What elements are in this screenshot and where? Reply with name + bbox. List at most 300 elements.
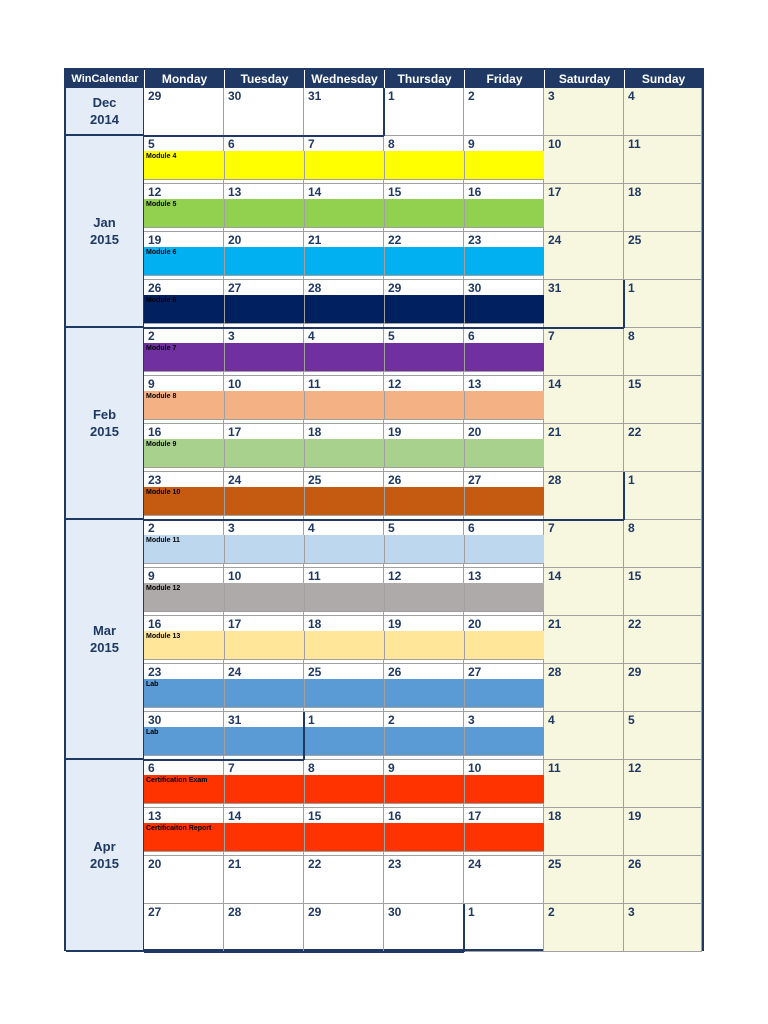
month-name: Dec [92,95,117,110]
event-divider [224,679,225,707]
day-number: 25 [548,857,562,871]
weekday-header-tuesday: Tuesday [224,70,304,88]
event-band[interactable] [144,439,544,468]
day-cell[interactable] [544,136,624,184]
event-divider [224,631,225,659]
month-boundary-line [623,472,625,520]
day-cell[interactable] [544,616,624,664]
day-number: 30 [228,89,242,103]
day-number: 31 [548,281,562,295]
day-number: 27 [468,665,482,679]
day-number: 11 [548,761,561,775]
day-number: 19 [388,617,402,631]
event-divider [464,247,465,275]
day-number: 3 [468,713,475,727]
day-number: 21 [548,425,562,439]
day-number: 24 [228,473,242,487]
day-number: 7 [548,329,555,343]
event-label: Module 11 [146,537,180,544]
day-number: 20 [468,617,482,631]
day-number: 30 [468,281,482,295]
day-number: 2 [148,521,155,535]
month-boundary-line [144,951,464,953]
day-number: 16 [468,185,482,199]
event-label: Certification Exam [146,777,208,784]
event-label: Module 9 [146,441,177,448]
day-cell[interactable] [544,184,624,232]
day-number: 21 [548,617,562,631]
day-number: 14 [548,377,562,391]
event-divider [224,727,225,755]
month-label [66,88,144,136]
event-divider [464,727,465,755]
event-divider [464,487,465,515]
event-label: Module 10 [146,489,181,496]
day-cell[interactable] [624,472,702,520]
day-number: 17 [468,809,482,823]
day-number: 18 [548,809,562,823]
day-number: 30 [148,713,162,727]
day-number: 6 [148,761,155,775]
weekday-header-thursday: Thursday [384,70,464,88]
day-cell[interactable] [624,376,702,424]
day-number: 14 [308,185,322,199]
month-boundary-line [623,280,625,328]
day-number: 5 [388,521,395,535]
day-number: 12 [628,761,642,775]
day-number: 25 [628,233,642,247]
day-number: 29 [628,665,642,679]
day-number: 2 [148,329,155,343]
event-divider [304,535,305,563]
event-band[interactable] [144,295,544,324]
event-divider [224,151,225,179]
day-number: 12 [148,185,162,199]
day-cell[interactable] [304,88,384,136]
month-name: Jan [93,215,116,230]
day-number: 25 [308,473,322,487]
day-number: 25 [308,665,322,679]
month-label [66,328,144,520]
event-band[interactable] [144,679,544,708]
day-cell[interactable] [544,424,624,472]
event-divider [384,343,385,371]
day-cell[interactable] [384,904,464,952]
event-label: Module 5 [146,201,177,208]
day-number: 10 [228,569,242,583]
day-cell[interactable] [624,856,702,904]
event-divider [384,679,385,707]
day-number: 9 [388,761,395,775]
day-number: 27 [228,281,242,295]
event-divider [464,199,465,227]
day-cell[interactable] [304,856,384,904]
day-number: 2 [388,713,395,727]
day-number: 10 [228,377,242,391]
day-number: 29 [388,281,402,295]
day-number: 23 [388,857,402,871]
day-number: 6 [468,329,475,343]
event-divider [464,679,465,707]
day-cell[interactable] [624,616,702,664]
day-number: 26 [388,473,402,487]
day-number: 13 [468,377,482,391]
day-number: 6 [468,521,475,535]
day-cell[interactable] [544,520,624,568]
day-cell[interactable] [384,88,464,136]
event-divider [384,295,385,323]
month-year: 2015 [90,640,119,655]
day-number: 18 [628,185,642,199]
event-label: Certificaiton Report [146,825,212,832]
day-number: 28 [548,665,562,679]
day-number: 23 [148,473,162,487]
day-cell[interactable] [224,904,304,952]
day-cell[interactable] [624,760,702,808]
month-year: 2015 [90,424,119,439]
day-number: 3 [228,329,235,343]
day-cell[interactable] [624,664,702,712]
event-label: Module 8 [146,393,177,400]
event-divider [224,391,225,419]
month-year: 2015 [90,232,119,247]
day-cell[interactable] [144,904,224,952]
event-divider [304,439,305,467]
day-number: 8 [388,137,395,151]
event-label: Module 4 [146,153,177,160]
event-band[interactable] [144,631,544,660]
day-number: 3 [548,89,555,103]
event-divider [384,439,385,467]
day-cell[interactable] [624,136,702,184]
day-cell[interactable] [544,88,624,136]
month-year: 2015 [90,856,119,871]
day-number: 21 [308,233,322,247]
day-number: 19 [388,425,402,439]
event-band[interactable] [144,247,544,276]
event-band[interactable] [144,487,544,516]
event-divider [384,247,385,275]
event-divider [304,151,305,179]
calendar-grid [64,68,704,951]
day-cell[interactable] [544,568,624,616]
day-number: 8 [628,521,635,535]
event-band[interactable] [144,391,544,420]
month-name: Apr [93,839,116,854]
day-number: 24 [228,665,242,679]
event-band[interactable] [144,151,544,180]
event-divider [384,151,385,179]
event-divider [464,391,465,419]
day-cell[interactable] [544,808,624,856]
event-divider [464,151,465,179]
event-divider [304,487,305,515]
event-divider [304,583,305,611]
event-band[interactable] [144,583,544,612]
event-divider [304,823,305,851]
event-divider [464,295,465,323]
event-divider [224,487,225,515]
day-number: 13 [148,809,162,823]
day-number: 15 [388,185,402,199]
event-divider [304,343,305,371]
event-divider [384,535,385,563]
day-number: 14 [548,569,562,583]
event-divider [464,535,465,563]
day-cell[interactable] [544,328,624,376]
day-cell[interactable] [224,856,304,904]
day-number: 28 [308,281,322,295]
weekday-header-friday: Friday [464,70,544,88]
day-cell[interactable] [624,904,702,952]
month-boundary-line [144,759,304,761]
day-number: 17 [548,185,562,199]
day-number: 30 [388,905,402,919]
month-label [66,760,144,952]
month-boundary-line [383,88,385,136]
day-number: 7 [308,137,315,151]
day-number: 4 [548,713,555,727]
day-number: 22 [308,857,322,871]
day-number: 20 [148,857,162,871]
day-cell[interactable] [624,232,702,280]
day-number: 13 [468,569,482,583]
day-cell[interactable] [544,232,624,280]
event-label: Module 13 [146,633,181,640]
event-divider [384,199,385,227]
month-boundary-line [144,327,624,329]
day-number: 23 [148,665,162,679]
day-number: 5 [148,137,155,151]
month-label [66,136,144,328]
event-divider [464,631,465,659]
event-label: Module 7 [146,345,177,352]
day-number: 1 [388,89,395,103]
day-number: 1 [308,713,315,727]
event-divider [224,439,225,467]
day-number: 11 [308,377,321,391]
event-divider [464,775,465,803]
event-divider [304,679,305,707]
event-label: Lab [146,681,159,688]
month-boundary-line [144,519,624,521]
month-label [66,520,144,760]
day-number: 18 [308,617,322,631]
event-divider [464,439,465,467]
day-number: 11 [308,569,321,583]
day-number: 12 [388,377,402,391]
day-cell[interactable] [624,184,702,232]
day-cell[interactable] [544,712,624,760]
day-number: 21 [228,857,242,871]
day-cell[interactable] [544,472,624,520]
day-number: 24 [468,857,482,871]
day-number: 7 [548,521,555,535]
event-divider [224,535,225,563]
event-label: Lab [146,729,159,736]
event-label: Module 6 [146,297,177,304]
event-band[interactable] [144,343,544,372]
day-number: 3 [628,905,635,919]
day-number: 10 [468,761,482,775]
day-cell[interactable] [464,88,544,136]
day-number: 17 [228,617,242,631]
day-number: 2 [548,905,555,919]
day-cell[interactable] [544,664,624,712]
day-number: 9 [148,377,155,391]
day-number: 23 [468,233,482,247]
event-divider [384,775,385,803]
day-number: 9 [148,569,155,583]
day-number: 5 [388,329,395,343]
day-cell[interactable] [544,904,624,952]
event-divider [464,823,465,851]
day-number: 15 [628,377,642,391]
weekday-header-saturday: Saturday [544,70,624,88]
day-number: 19 [628,809,642,823]
day-number: 17 [228,425,242,439]
event-divider [304,199,305,227]
event-divider [384,631,385,659]
day-number: 15 [308,809,322,823]
day-number: 8 [628,329,635,343]
weekday-header-sunday: Sunday [624,70,702,88]
weekday-header-wednesday: Wednesday [304,70,384,88]
month-boundary-line [463,904,465,952]
day-number: 20 [228,233,242,247]
event-divider [304,247,305,275]
day-cell[interactable] [624,328,702,376]
day-cell[interactable] [224,88,304,136]
event-divider [384,391,385,419]
event-band[interactable] [144,823,544,852]
day-number: 24 [548,233,562,247]
day-cell[interactable] [544,760,624,808]
month-name: Feb [92,407,117,422]
day-number: 5 [628,713,635,727]
month-name: Mar [92,623,117,638]
brand-label: WinCalendar [66,70,144,88]
event-divider [224,823,225,851]
day-cell[interactable] [624,280,702,328]
event-band[interactable] [144,535,544,564]
day-number: 20 [468,425,482,439]
month-boundary-line [144,135,384,137]
day-cell[interactable] [304,904,384,952]
day-number: 26 [388,665,402,679]
day-number: 4 [628,89,635,103]
event-divider [304,295,305,323]
event-band[interactable] [144,775,544,804]
weekday-header-monday: Monday [144,70,224,88]
day-cell[interactable] [464,856,544,904]
day-number: 19 [148,233,162,247]
event-divider [464,583,465,611]
day-number: 14 [228,809,242,823]
event-divider [384,583,385,611]
day-number: 28 [548,473,562,487]
day-number: 1 [628,281,635,295]
event-divider [224,343,225,371]
day-cell[interactable] [624,808,702,856]
event-divider [224,199,225,227]
day-cell[interactable] [544,280,624,328]
event-divider [304,775,305,803]
day-number: 9 [468,137,475,151]
day-number: 10 [548,137,562,151]
event-divider [224,583,225,611]
day-number: 18 [308,425,322,439]
day-cell[interactable] [544,376,624,424]
day-number: 1 [628,473,635,487]
day-number: 13 [228,185,242,199]
event-divider [224,775,225,803]
event-divider [384,727,385,755]
day-number: 16 [148,617,162,631]
day-number: 2 [468,89,475,103]
day-number: 12 [388,569,402,583]
day-number: 6 [228,137,235,151]
event-band[interactable] [144,199,544,228]
event-label: Module 6 [146,249,177,256]
day-number: 8 [308,761,315,775]
day-cell[interactable] [624,88,702,136]
day-number: 28 [228,905,242,919]
day-number: 11 [628,137,641,151]
month-year: 2014 [90,112,119,127]
day-cell[interactable] [544,856,624,904]
day-number: 22 [628,425,642,439]
day-number: 27 [148,905,162,919]
day-number: 3 [228,521,235,535]
day-number: 26 [148,281,162,295]
day-number: 26 [628,857,642,871]
day-number: 22 [628,617,642,631]
day-cell[interactable] [624,520,702,568]
event-divider [224,247,225,275]
event-band[interactable] [144,727,544,756]
event-label: Module 12 [146,585,181,592]
day-number: 29 [148,89,162,103]
day-number: 4 [308,329,315,343]
event-divider [304,631,305,659]
day-cell[interactable] [144,856,224,904]
day-number: 4 [308,521,315,535]
day-number: 29 [308,905,322,919]
day-cell[interactable] [624,424,702,472]
day-number: 31 [228,713,242,727]
day-number: 31 [308,89,322,103]
event-divider [384,487,385,515]
day-number: 22 [388,233,402,247]
day-cell[interactable] [384,856,464,904]
day-cell[interactable] [624,712,702,760]
day-number: 7 [228,761,235,775]
event-divider [224,295,225,323]
event-divider [304,391,305,419]
month-boundary-line [303,712,305,760]
day-number: 16 [148,425,162,439]
event-divider [464,343,465,371]
day-number: 27 [468,473,482,487]
day-cell[interactable] [624,568,702,616]
day-number: 1 [468,905,475,919]
day-number: 16 [388,809,402,823]
event-divider [384,823,385,851]
day-cell[interactable] [464,904,544,952]
day-number: 15 [628,569,642,583]
day-cell[interactable] [144,88,224,136]
